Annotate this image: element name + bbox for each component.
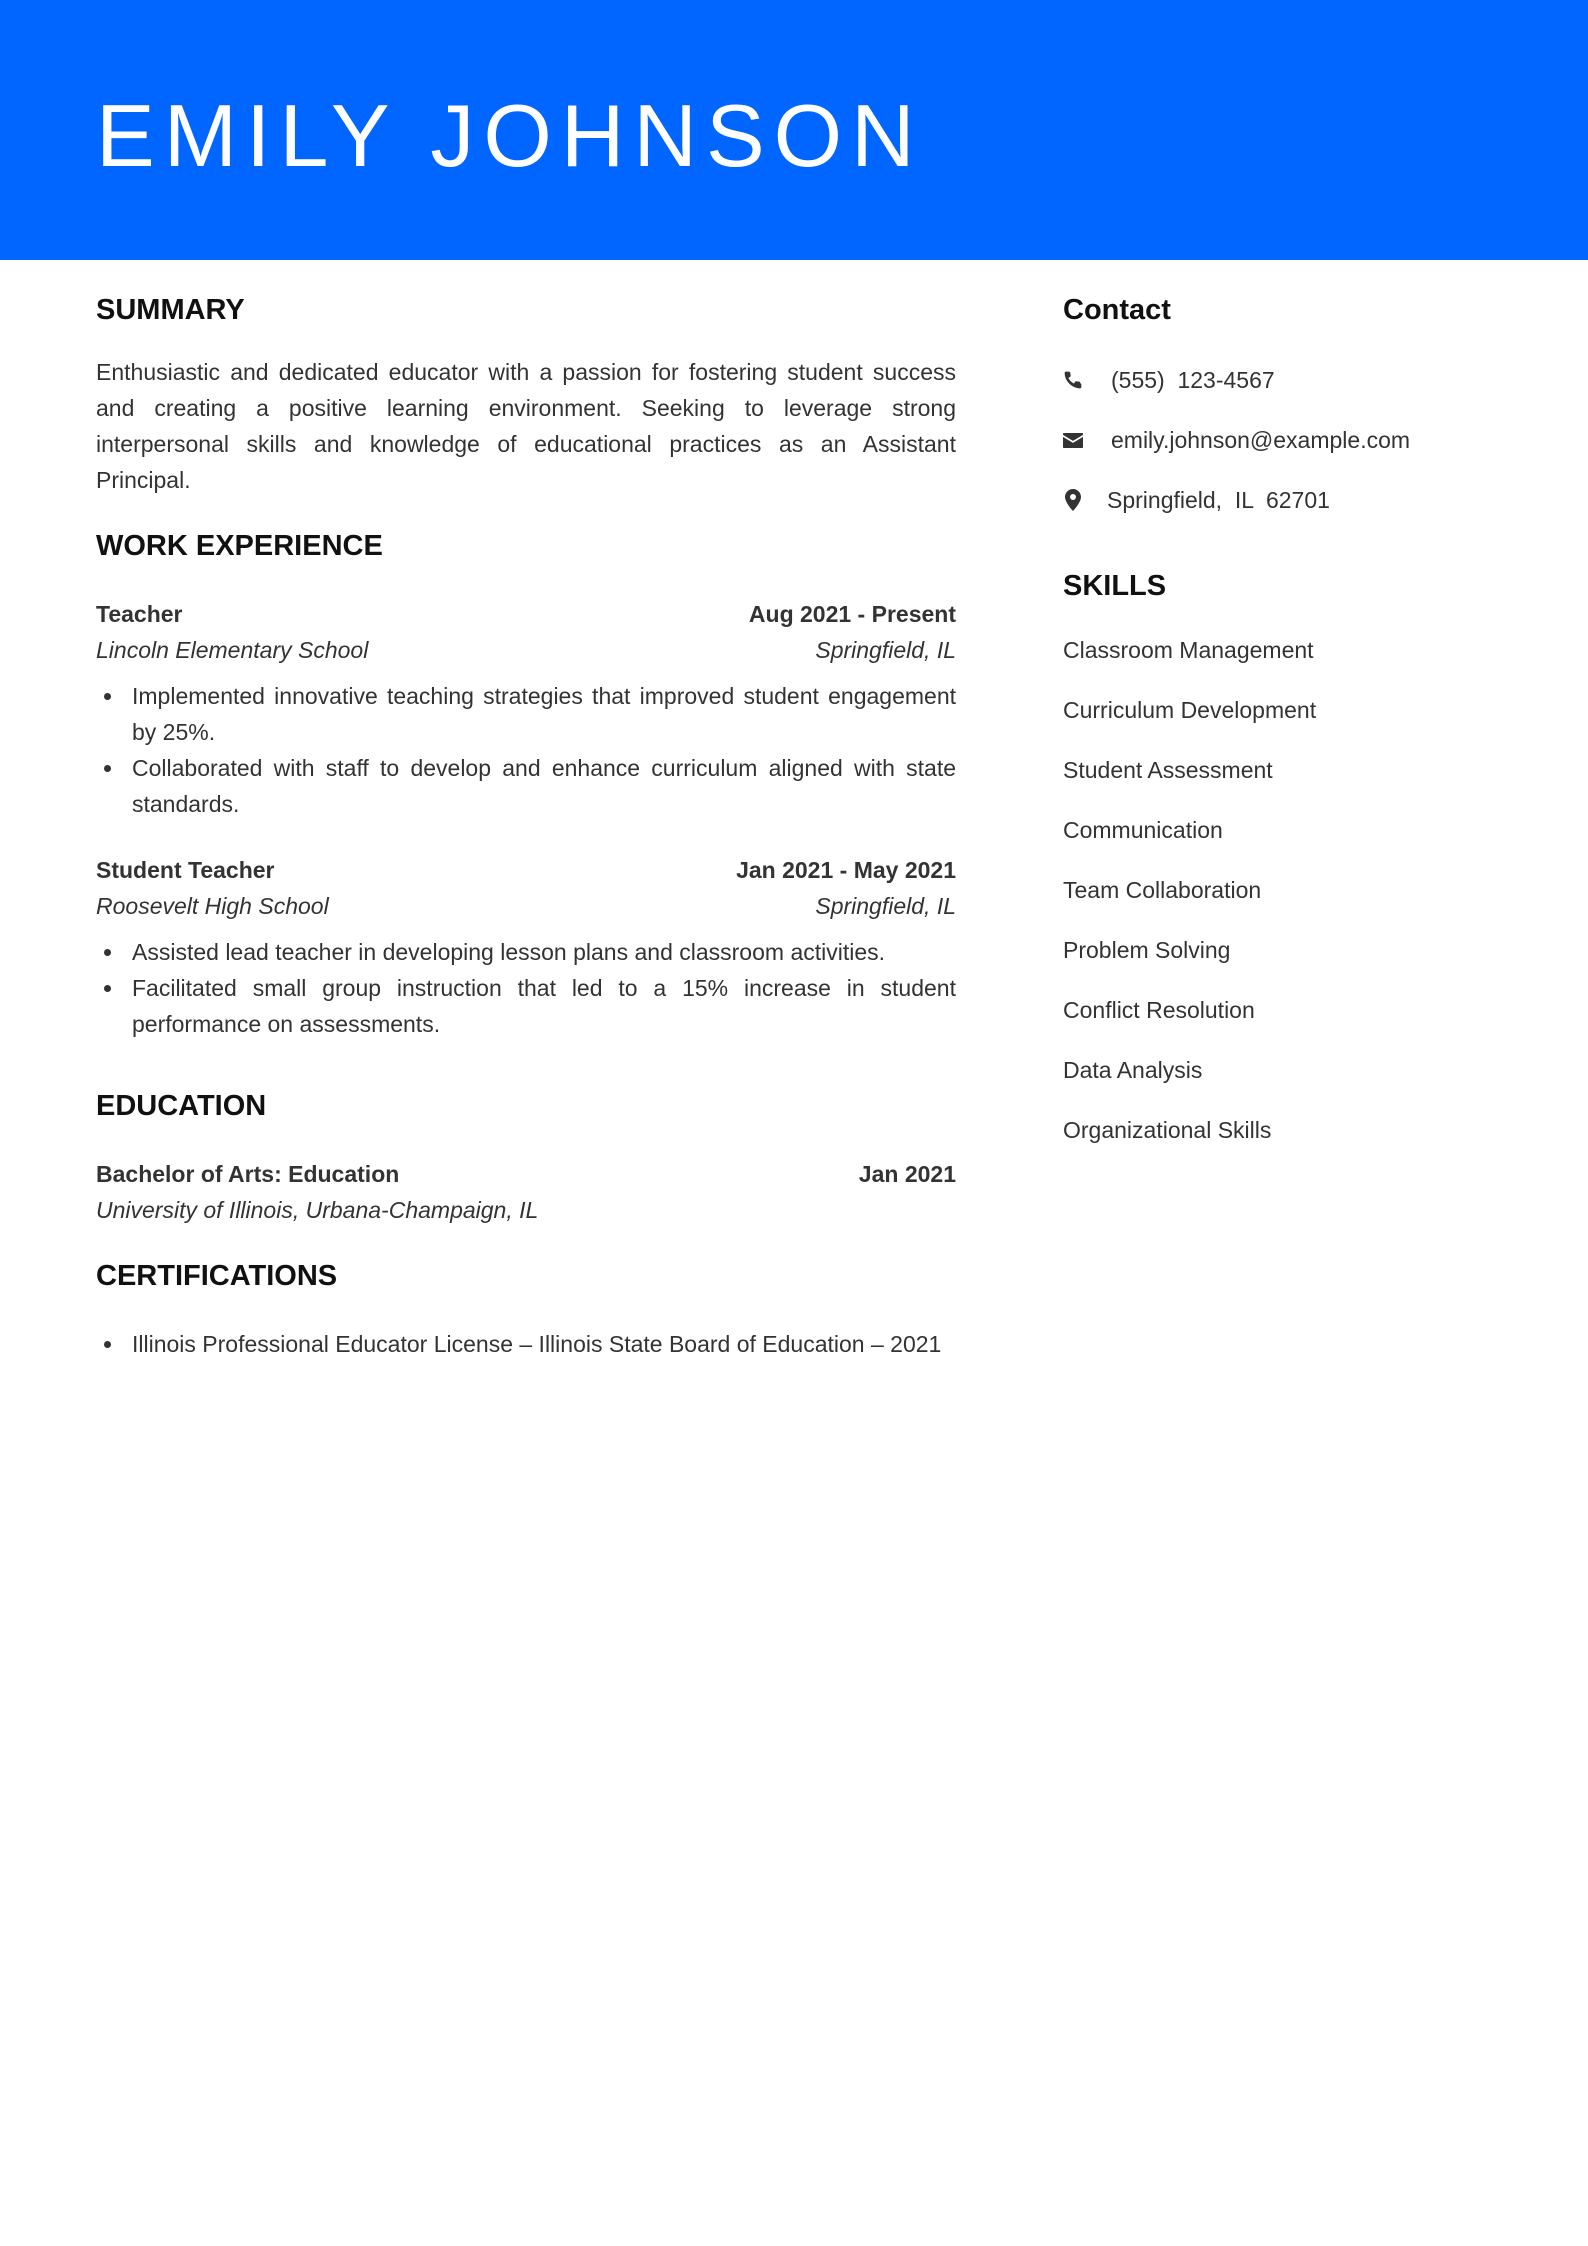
summary-heading: SUMMARY — [96, 294, 245, 326]
job-bullet — [96, 750, 956, 822]
summary-section — [96, 290, 956, 498]
job-entry — [96, 596, 956, 822]
job-entry — [96, 852, 956, 1042]
job-dates: Jan 2021 - May 2021 — [736, 857, 956, 883]
job-bullet-text: Facilitated small group instruction that led to a 15% increase in student performance on assessments. — [132, 975, 956, 1037]
job-employer: Lincoln Elementary School — [96, 637, 369, 663]
degree-row — [96, 1156, 956, 1192]
job-location: Springfield, IL — [815, 893, 956, 919]
education-section — [96, 1086, 956, 1228]
job-bullets — [96, 934, 956, 1042]
candidate-name: EMILY JOHNSON — [96, 86, 924, 185]
envelope-icon — [1063, 429, 1083, 451]
job-location: Springfield, IL — [815, 637, 956, 663]
job-bullet-text: Implemented innovative teaching strategies that improved student engagement by 25%. — [132, 683, 956, 745]
skill-item: Data Analysis — [1063, 1057, 1203, 1083]
certification-list — [96, 1326, 956, 1362]
bullet-dot — [104, 985, 111, 992]
education-entry — [96, 1156, 956, 1228]
sidebar-column — [1063, 290, 1503, 1172]
bullet-dot — [104, 693, 111, 700]
header-band — [0, 0, 1588, 260]
job-bullets — [96, 678, 956, 822]
job-bullet — [96, 970, 956, 1042]
work-experience-heading: WORK EXPERIENCE — [96, 530, 383, 562]
job-bullet-text: Collaborated with staff to develop and enhance curriculum aligned with state standards. — [132, 755, 956, 817]
job-title-row — [96, 596, 956, 632]
skill-item: Team Collaboration — [1063, 877, 1262, 903]
skill-item: Conflict Resolution — [1063, 997, 1255, 1023]
certifications-heading: CERTIFICATIONS — [96, 1260, 338, 1292]
bullet-dot — [104, 949, 111, 956]
email-address[interactable]: emily.johnson@example.com — [1111, 426, 1411, 453]
phone-number[interactable]: (555) 123-4567 — [1111, 366, 1275, 393]
work-experience-section — [96, 526, 956, 1042]
job-bullet — [96, 678, 956, 750]
school-row — [96, 1192, 956, 1228]
job-bullet — [96, 934, 956, 970]
skills-heading: SKILLS — [1063, 570, 1167, 602]
skill-item: Organizational Skills — [1063, 1117, 1272, 1143]
degree: Bachelor of Arts: Education — [96, 1161, 400, 1187]
education-heading: EDUCATION — [96, 1090, 267, 1122]
job-employer-row — [96, 888, 956, 924]
skills-list — [1063, 632, 1503, 1148]
bullet-dot — [104, 1341, 111, 1348]
skill-item: Problem Solving — [1063, 937, 1231, 963]
graduation-date: Jan 2021 — [858, 1161, 956, 1187]
contact-list — [1063, 362, 1503, 518]
certification-item — [96, 1326, 956, 1362]
summary-text: Enthusiastic and dedicated educator with a passion for fostering student success and creating a positive learning environment. Seeking to leverage strong interpersonal skills and knowledge of educational practices as an Assistant Principal. — [96, 359, 956, 493]
phone-icon — [1063, 369, 1083, 391]
job-dates: Aug 2021 - Present — [748, 601, 956, 627]
contact-location — [1063, 482, 1503, 518]
map-pin-icon — [1063, 489, 1083, 511]
job-title: Student Teacher — [96, 857, 275, 883]
job-employer: Roosevelt High School — [96, 893, 329, 919]
main-column — [96, 290, 956, 1362]
contact-phone — [1063, 362, 1503, 398]
skill-item: Classroom Management — [1063, 637, 1314, 663]
job-employer-row — [96, 632, 956, 668]
skill-item: Student Assessment — [1063, 757, 1273, 783]
certification-text: Illinois Professional Educator License – Illinois State Board of Education – 2021 — [132, 1331, 942, 1357]
contact-email — [1063, 422, 1503, 458]
skill-item: Curriculum Development — [1063, 697, 1317, 723]
job-bullet-text: Assisted lead teacher in developing lesson plans and classroom activities. — [132, 939, 886, 965]
location-text: Springfield, IL 62701 — [1107, 486, 1330, 513]
school: University of Illinois, Urbana-Champaign, IL — [96, 1197, 539, 1223]
job-title: Teacher — [96, 601, 183, 627]
bullet-dot — [104, 765, 111, 772]
skill-item: Communication — [1063, 817, 1223, 843]
contact-heading: Contact — [1063, 294, 1171, 326]
job-title-row — [96, 852, 956, 888]
certifications-section — [96, 1256, 956, 1362]
